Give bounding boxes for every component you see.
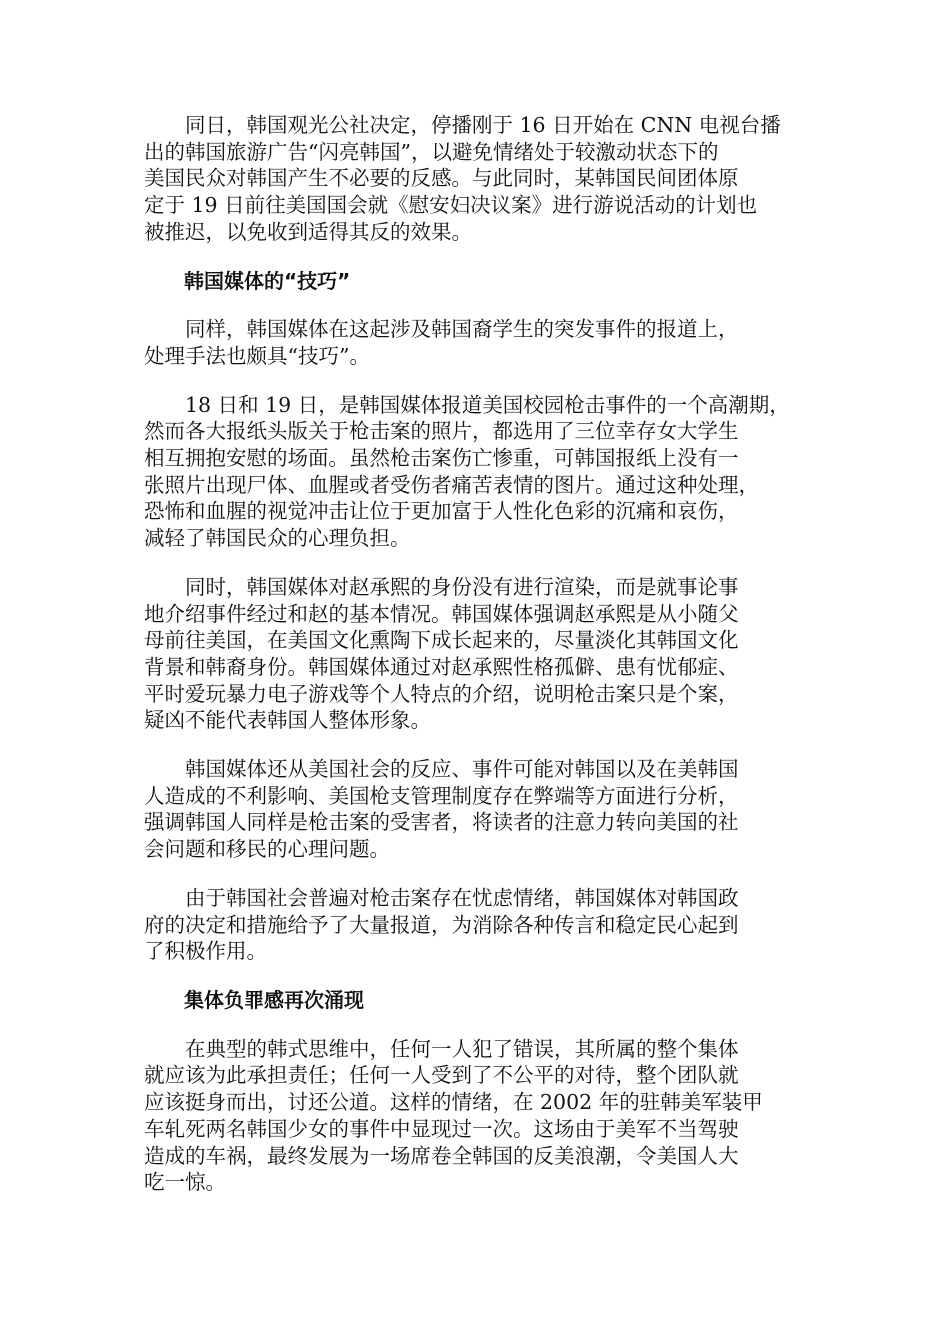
text-line: 人造成的不利影响、美国枪支管理制度存在弊端等方面进行分析， [144, 783, 739, 808]
text-line: 相互拥抱安慰的场面。虽然枪击案伤亡惨重，可韩国报纸上没有一 [144, 446, 739, 471]
text-line: 由于韩国社会普遍对枪击案存在忧虑情绪，韩国媒体对韩国政 [185, 885, 739, 910]
text-line: 处理手法也颇具“技巧”。 [144, 343, 370, 368]
text-line: 18 日和 19 日，是韩国媒体报道美国校园枪击事件的一个高潮期， [185, 392, 790, 417]
text-line: 出的韩国旅游广告“闪亮韩国”，以避免情绪处于较激动状态下的 [144, 139, 719, 164]
text-line: 定于 19 日前往美国国会就《慰安妇决议案》进行游说活动的计划也 [144, 193, 758, 218]
text-line: 韩国媒体还从美国社会的反应、事件可能对韩国以及在美韩国 [185, 757, 739, 782]
text-line: 美国民众对韩国产生不必要的反感。与此同时，某韩国民间团体原 [144, 166, 739, 191]
text-line: 就应该为此承担责任；任何一人受到了不公平的对待，整个团队就 [144, 1063, 739, 1088]
text-line: 地介绍事件经过和赵的基本情况。韩国媒体强调赵承熙是从小随父 [144, 601, 739, 626]
text-line: 疑凶不能代表韩国人整体形象。 [144, 708, 431, 733]
paragraph-korean-collective-thinking [144, 1036, 824, 1196]
paragraph-media-handling [144, 316, 824, 369]
text-line: 府的决定和措施给予了大量报道，为消除各种传言和稳定民心起到 [144, 912, 739, 937]
text-line: 减轻了韩国民众的心理负担。 [144, 526, 411, 551]
text-line: 然而各大报纸头版关于枪击案的照片，都选用了三位幸存女大学生 [144, 419, 739, 444]
text-line: 母前往美国，在美国文化熏陶下成长起来的，尽量淡化其韩国文化 [144, 628, 739, 653]
text-line: 车轧死两名韩国少女的事件中显现过一次。这场由于美军不当驾驶 [144, 1116, 739, 1141]
text-line: 应该挺身而出，讨还公道。这样的情绪，在 2002 年的驻韩美军装甲 [144, 1090, 763, 1115]
section-heading-collective-guilt: 集体负罪感再次涌现 [184, 987, 364, 1012]
text-line: 恐怖和血腥的视觉冲击让位于更加富于人性化色彩的沉痛和哀伤， [144, 499, 739, 524]
paragraph-newspaper-photos [144, 392, 824, 552]
text-line: 背景和韩裔身份。韩国媒体通过对赵承熙性格孤僻、患有忧郁症、 [144, 654, 739, 679]
document-page [144, 112, 824, 1218]
section-heading-media-technique: 韩国媒体的“技巧” [184, 268, 351, 293]
text-line: 在典型的韩式思维中，任何一人犯了错误，其所属的整个集体 [185, 1036, 739, 1061]
paragraph-us-society-analysis [144, 756, 824, 863]
text-line: 会问题和移民的心理问题。 [144, 837, 390, 862]
paragraph-identity-coverage [144, 574, 824, 734]
text-line: 同样，韩国媒体在这起涉及韩国裔学生的突发事件的报道上， [185, 317, 739, 342]
paragraph-tourism-ad [144, 112, 824, 246]
text-line: 被推迟，以免收到适得其反的效果。 [144, 219, 472, 244]
text-line: 了积极作用。 [144, 939, 267, 964]
text-line: 张照片出现尸体、血腥或者受伤者痛苦表情的图片。通过这种处理， [144, 472, 759, 497]
text-line: 造成的车祸，最终发展为一场席卷全韩国的反美浪潮，令美国人大 [144, 1143, 739, 1168]
text-line: 同时，韩国媒体对赵承熙的身份没有进行渲染，而是就事论事 [185, 574, 739, 599]
text-line: 吃一惊。 [144, 1170, 226, 1195]
paragraph-government-coverage [144, 885, 824, 965]
text-line: 强调韩国人同样是枪击案的受害者，将读者的注意力转向美国的社 [144, 810, 739, 835]
text-line: 平时爱玩暴力电子游戏等个人特点的介绍，说明枪击案只是个案， [144, 681, 739, 706]
text-line: 同日，韩国观光公社决定，停播刚于 16 日开始在 CNN 电视台播 [185, 113, 781, 137]
